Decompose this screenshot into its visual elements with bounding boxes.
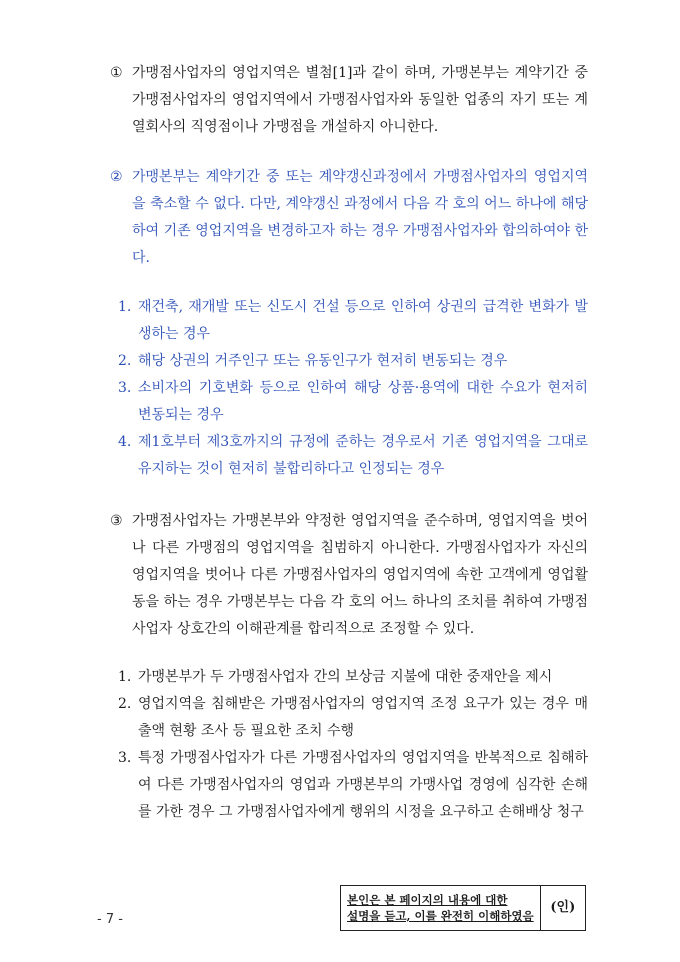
- confirmation-line-1: 본인은 본 페이지의 내용에 대한: [347, 893, 508, 907]
- clause-number: ③: [110, 513, 123, 529]
- measure-list: [118, 664, 588, 826]
- clause-paragraph-1: [110, 60, 588, 141]
- list-item-text: 특정 가맹점사업자가 다른 가맹점사업자의 영업지역을 반복적으로 침해하여 다른 가맹점사업자의 영업과 가맹본부의 가맹사업 경영에 심각한 손해를 가한 경우 그 가맹점사업자에게 행위의 시정을 요구하고 손해배상 청구: [138, 750, 588, 820]
- list-item-number: 4.: [118, 434, 132, 450]
- clause-text: 가맹점사업자의 영업지역은 별첨[1]과 같이 하며, 가맹본부는 계약기간 중 가맹점사업자의 영업지역에서 가맹점사업자와 동일한 업종의 자기 또는 계열회사의 직영점이나 가맹점을 개설하지 아니한다.: [132, 65, 588, 135]
- clause-text: 가맹본부는 계약기간 중 또는 계약갱신과정에서 가맹점사업자의 영업지역을 축소할 수 없다. 다만, 계약갱신 과정에서 다음 각 호의 어느 하나에 해당하여 기존 영업지역을 변경하고자 하는 경우 가맹점사업자와 합의하여야 한다.: [132, 169, 588, 266]
- list-item-number: 1.: [118, 669, 132, 685]
- list-item-number: 2.: [118, 353, 132, 369]
- list-item: [118, 375, 588, 429]
- list-item-number: 3.: [118, 380, 132, 396]
- list-item: [118, 294, 588, 348]
- list-item-text: 해당 상권의 거주인구 또는 유동인구가 현저히 변동되는 경우: [138, 353, 508, 369]
- clause-number: ①: [110, 65, 123, 81]
- confirmation-box: [340, 885, 586, 931]
- clause-paragraph-2: [110, 164, 588, 272]
- confirmation-line-2: 설명을 듣고, 이를 완전히 이해하였음: [347, 909, 534, 923]
- list-item-text: 재건축, 재개발 또는 신도시 건설 등으로 인하여 상권의 급격한 변화가 발생하는 경우: [138, 299, 588, 342]
- list-item: [118, 691, 588, 745]
- list-item-number: 1.: [118, 299, 132, 315]
- confirmation-statement: [341, 886, 541, 930]
- clause-paragraph-3: [110, 508, 588, 643]
- list-item-text: 제1호부터 제3호까지의 규정에 준하는 경우로서 기존 영업지역을 그대로 유지하는 것이 현저히 불합리하다고 인정되는 경우: [138, 434, 588, 477]
- list-item-text: 가맹본부가 두 가맹점사업자 간의 보상금 지불에 대한 중재안을 제시: [138, 669, 553, 685]
- list-item-text: 소비자의 기호변화 등으로 인하여 해당 상품·용역에 대한 수요가 현저히 변동되는 경우: [138, 380, 588, 423]
- page-number: - 7 -: [97, 912, 123, 927]
- list-item: [118, 429, 588, 483]
- list-item: [118, 745, 588, 826]
- list-item-text: 영업지역을 침해받은 가맹점사업자의 영업지역 조정 요구가 있는 경우 매출액 현황 조사 등 필요한 조치 수행: [138, 696, 588, 739]
- clause-number: ②: [110, 169, 123, 185]
- list-item: [118, 348, 588, 375]
- list-item-number: 2.: [118, 696, 132, 712]
- seal-mark: (인): [550, 900, 576, 915]
- exception-list: [118, 294, 588, 483]
- clause-text: 가맹점사업자는 가맹본부와 약정한 영업지역을 준수하며, 영업지역을 벗어나 다른 가맹점의 영업지역을 침범하지 아니한다. 가맹점사업자가 자신의 영업지역을 벗어나 다른 가맹점사업자의 영업지역에 속한 고객에게 영업활동을 하는 경우 가맹본부는 다음 각 호의 어느 하나의 조치를 취하여 가맹점사업자 상호간의 이해관계를 합리적으로 조정할 수 있다.: [132, 513, 588, 637]
- list-item-number: 3.: [118, 750, 132, 766]
- list-item: [118, 664, 588, 691]
